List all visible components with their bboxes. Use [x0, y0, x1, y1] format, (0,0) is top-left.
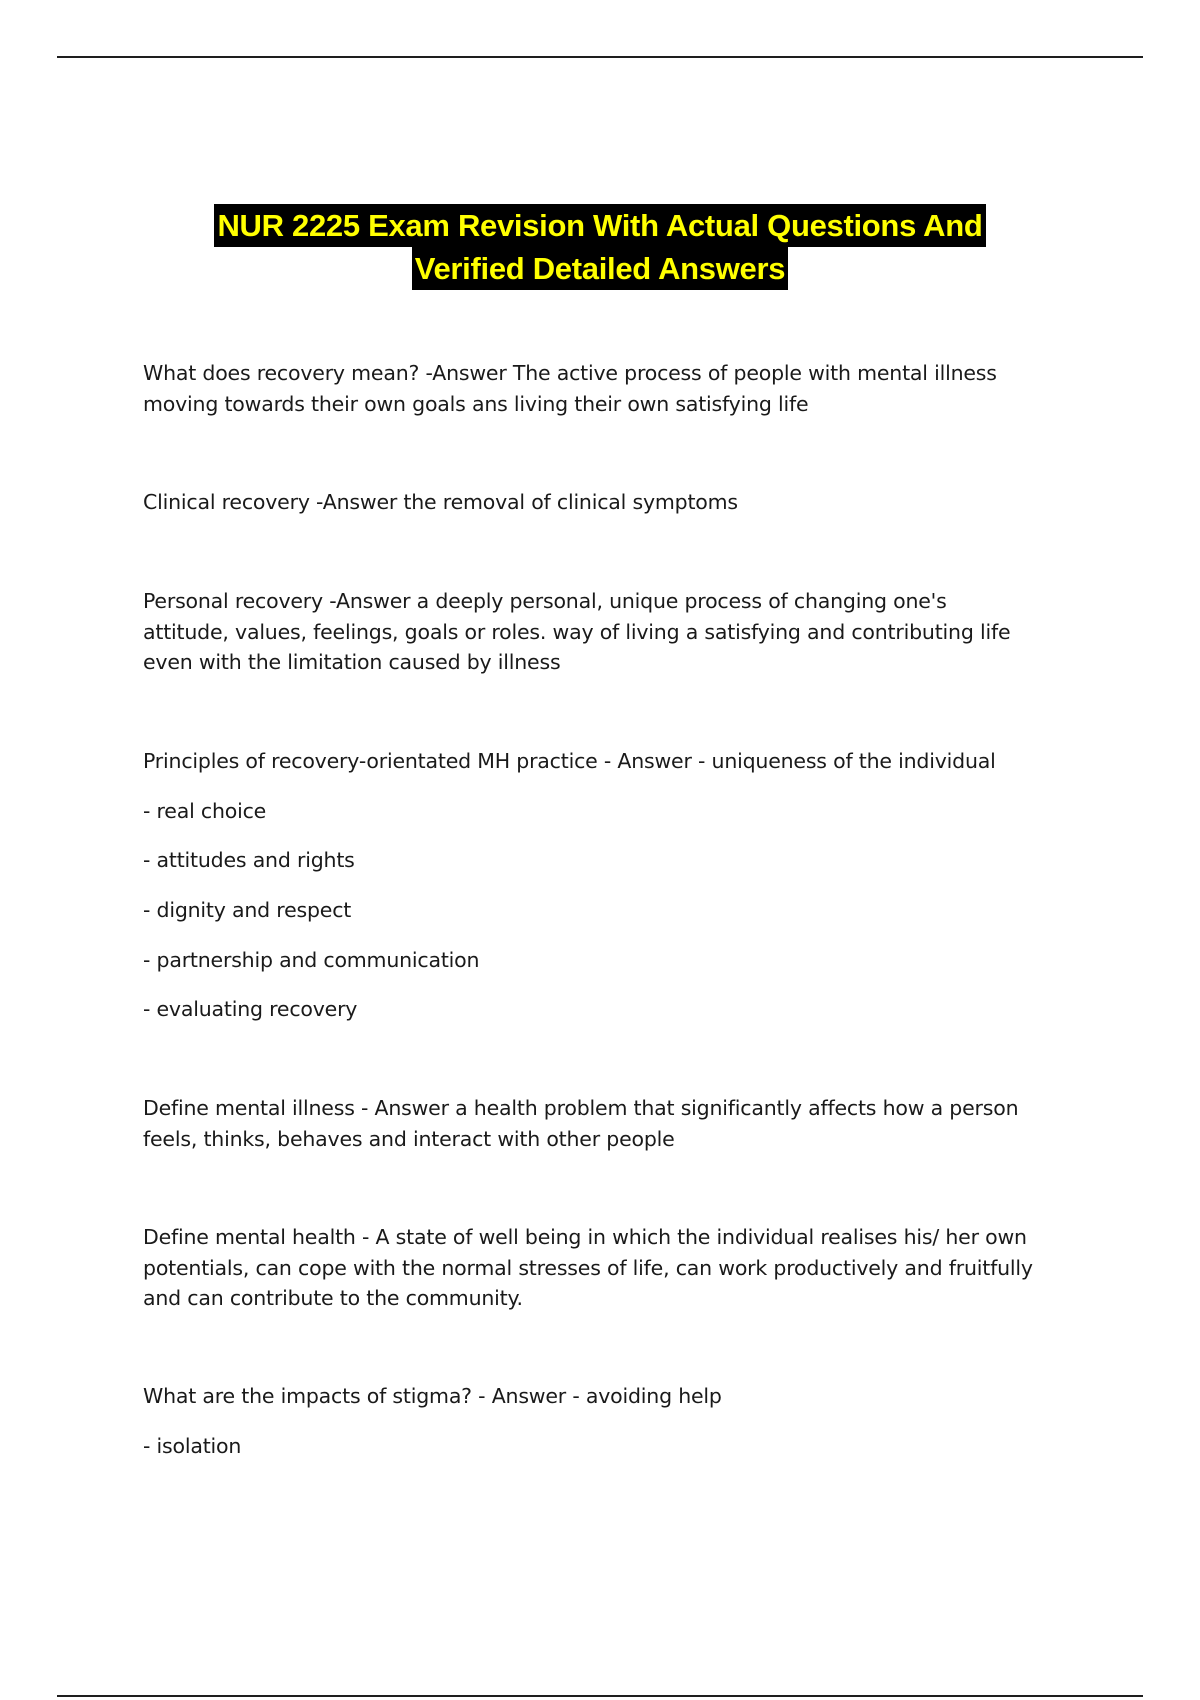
qa-line: Define mental illness - Answer a health problem that significantly affects how a person: [143, 1096, 1019, 1120]
title-line-1: NUR 2225 Exam Revision With Actual Questions And: [214, 204, 985, 247]
top-rule: [57, 56, 1143, 58]
list-item: - isolation: [143, 1434, 242, 1458]
qa-item-recovery-principles: [143, 746, 996, 777]
list-item: - partnership and communication: [143, 948, 480, 972]
qa-line: and can contribute to the community.: [143, 1286, 523, 1310]
qa-line: feels, thinks, behaves and interact with other people: [143, 1126, 675, 1151]
qa-item-clinical-recovery: [143, 487, 738, 518]
list-item: - attitudes and rights: [143, 848, 355, 872]
qa-line: Define mental health - A state of well being in which the individual realises his/ her own: [143, 1225, 1027, 1249]
document-title: [0, 204, 1200, 290]
qa-line: moving towards their own goals ans living their own satisfying life: [143, 391, 809, 416]
qa-line: What does recovery mean? -Answer The active process of people with mental illness: [143, 361, 997, 385]
qa-item-stigma-impacts: [143, 1381, 722, 1412]
title-line-2: Verified Detailed Answers: [412, 247, 788, 290]
qa-line: Clinical recovery -Answer the removal of clinical symptoms: [143, 490, 738, 514]
qa-line: What are the impacts of stigma? - Answer - avoiding help: [143, 1384, 722, 1408]
list-item: - dignity and respect: [143, 898, 352, 922]
qa-item-recovery-meaning: [143, 358, 997, 419]
qa-line: even with the limitation caused by illness: [143, 650, 561, 674]
qa-item-mental-illness: [143, 1093, 1018, 1154]
qa-line: Personal recovery -Answer a deeply personal, unique process of changing one's: [143, 589, 947, 613]
qa-item-personal-recovery: [143, 586, 1010, 678]
list-item: - real choice: [143, 799, 267, 823]
list-item: - evaluating recovery: [143, 997, 358, 1021]
bottom-rule: [57, 1695, 1143, 1697]
qa-item-mental-health: [143, 1222, 1033, 1314]
qa-line: potentials, can cope with the normal stresses of life, can work productively and fruitfully: [143, 1255, 1033, 1280]
qa-line: Principles of recovery-orientated MH practice - Answer - uniqueness of the individual: [143, 749, 996, 773]
qa-line: attitude, values, feelings, goals or roles. way of living a satisfying and contributing life: [143, 619, 1011, 644]
